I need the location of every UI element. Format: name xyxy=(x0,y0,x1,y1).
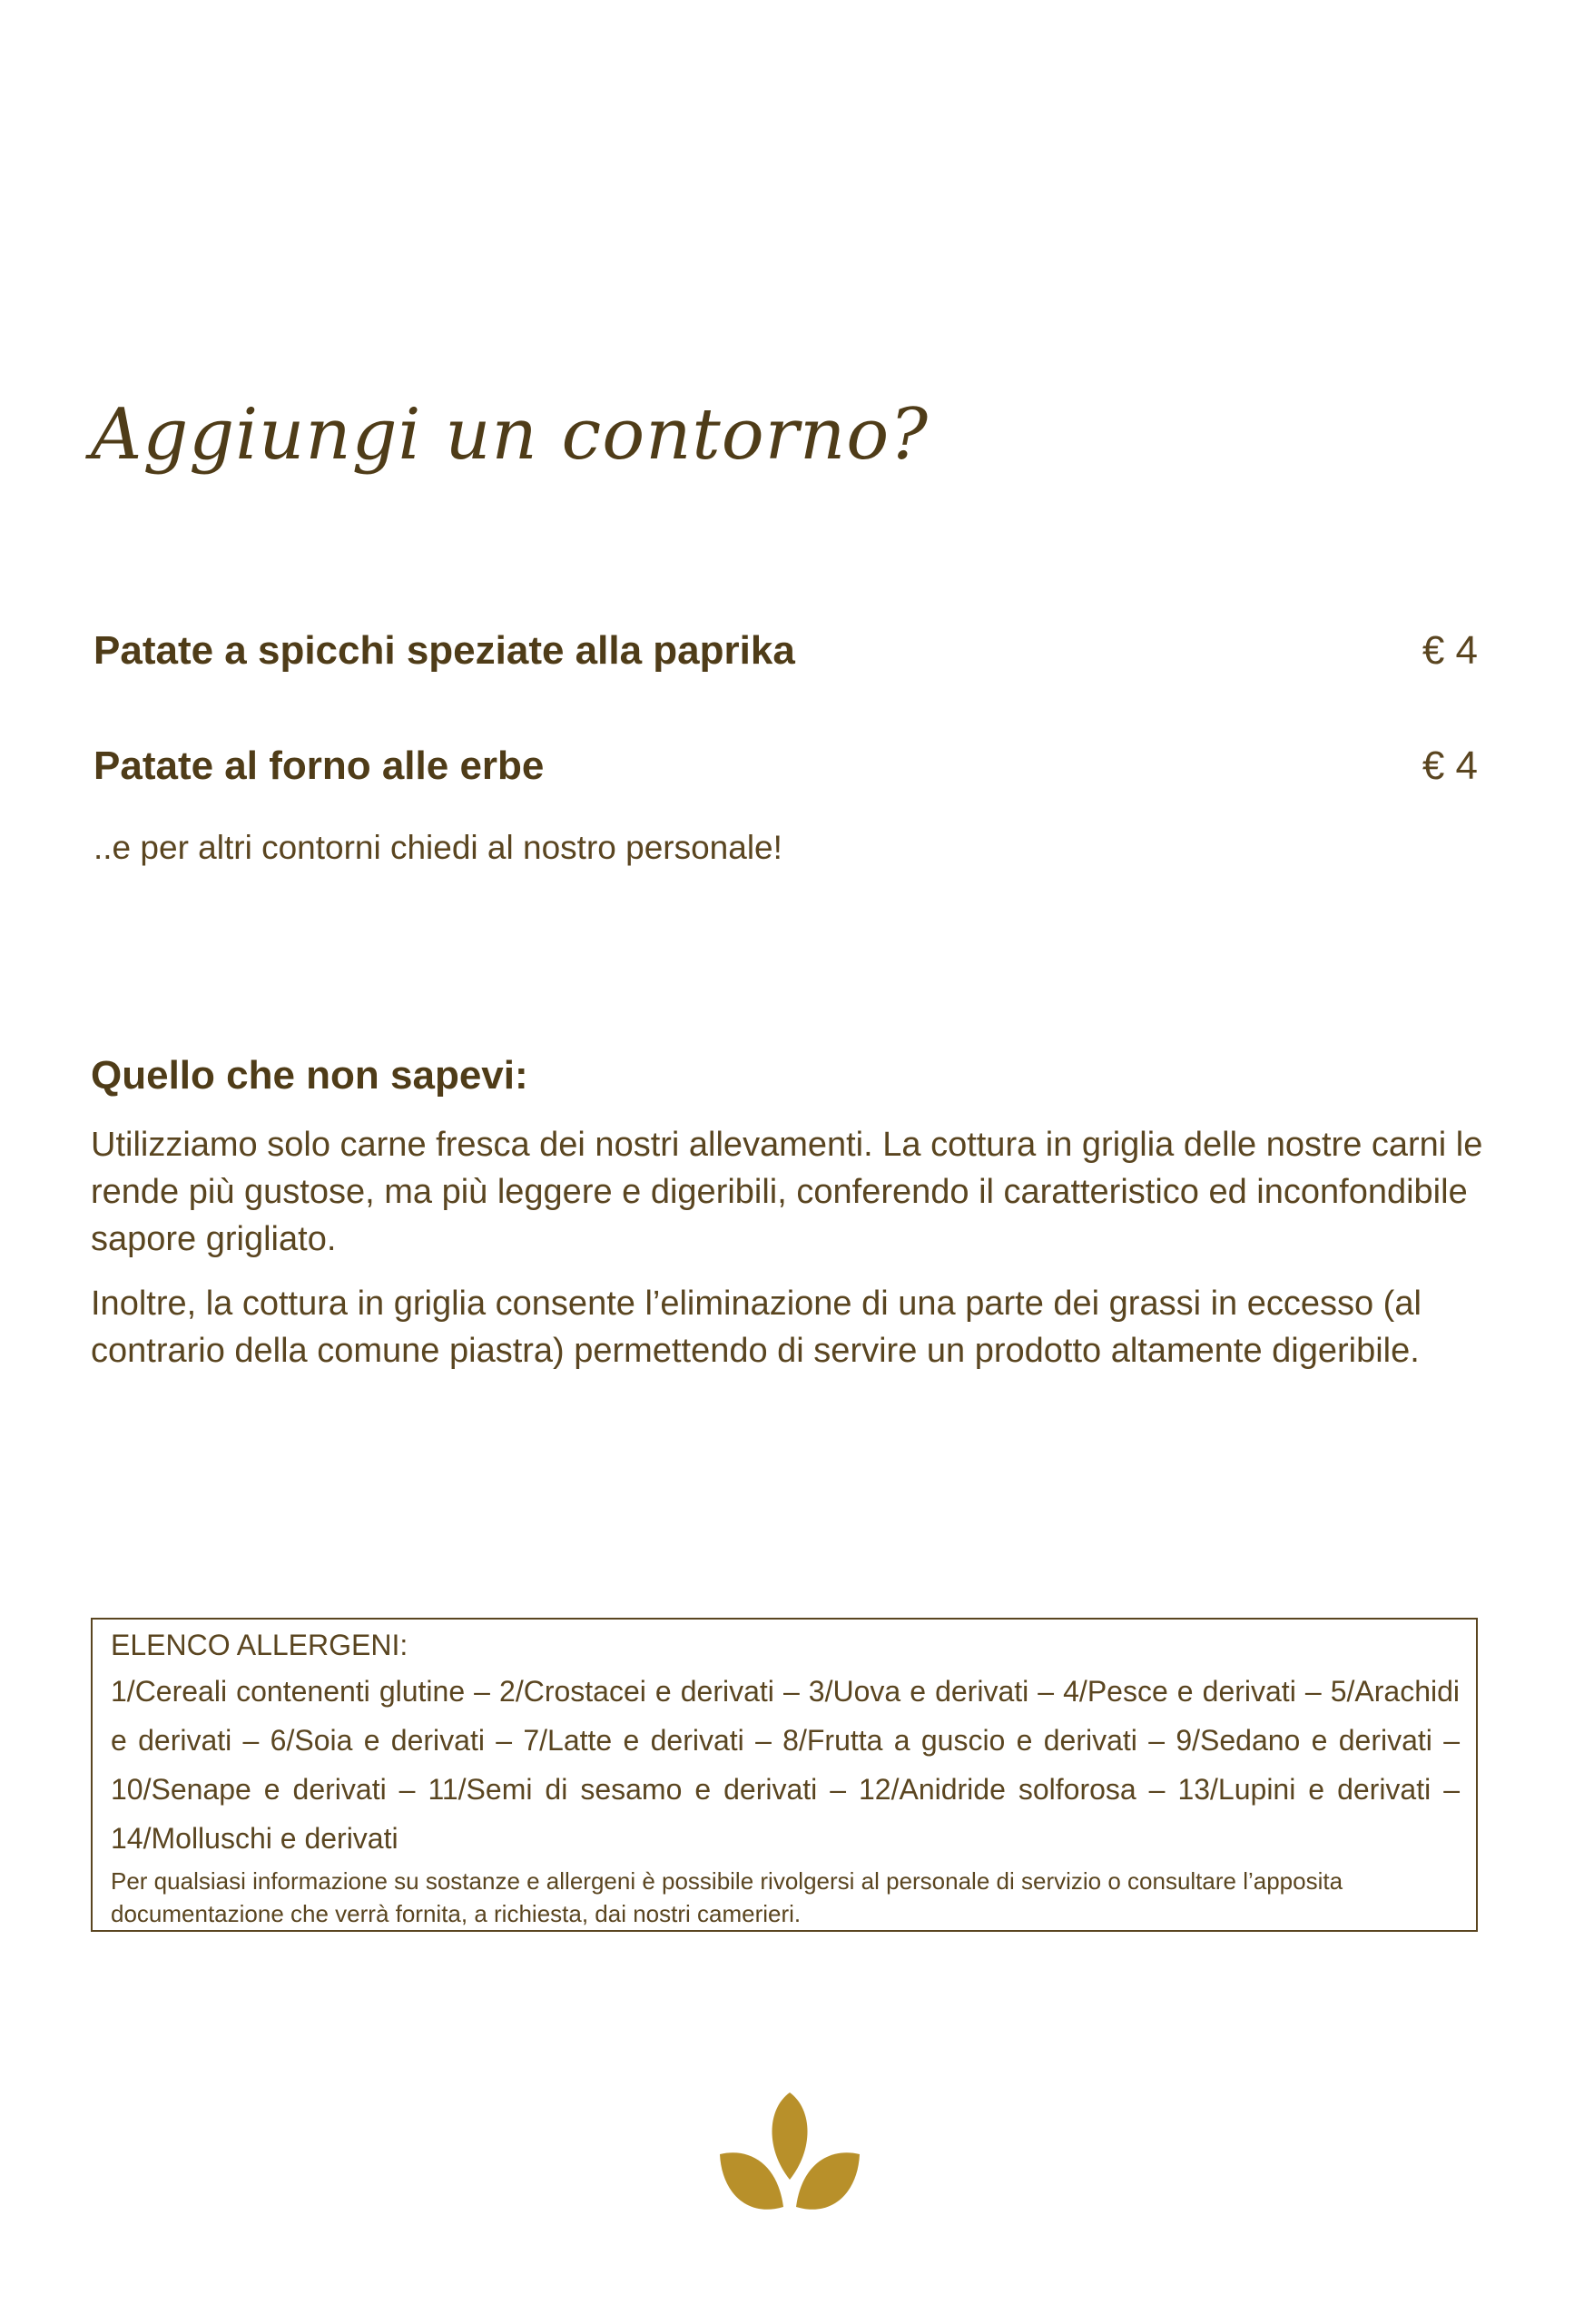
info-paragraph: Inoltre, la cottura in griglia consente l’eliminazione di una parte dei grassi in eccesso (al contrario della comune piastra) permettendo di servire un prodotto altamente digeribile. xyxy=(91,1285,1422,1370)
info-paragraph: Utilizziamo solo carne fresca dei nostri allevamenti. La cottura in griglia delle nostre carni le rende più gustose, ma più leggere e digeribili, conferendo il caratteristico ed inconfondibile sapore grigliato. xyxy=(91,1126,1483,1258)
menu-item-name: Patate a spicchi speziate alla paprika xyxy=(93,628,795,673)
menu-item-price: € 4 xyxy=(1422,628,1478,673)
allergen-title: ELENCO ALLERGENI: xyxy=(111,1629,408,1661)
side-dish-note: ..e per altri contorni chiedi al nostro personale! xyxy=(93,829,782,866)
logo-right-petal xyxy=(796,2152,860,2210)
leaf-logo-icon xyxy=(720,2093,860,2220)
logo-left-petal xyxy=(720,2152,783,2210)
menu-item-name: Patate al forno alle erbe xyxy=(93,743,545,788)
menu-item xyxy=(93,628,1478,673)
menu-item xyxy=(93,743,1478,788)
info-section-title: Quello che non sapevi: xyxy=(91,1053,528,1098)
page-title: Aggiungi un contorno? xyxy=(91,394,930,476)
logo-center-petal xyxy=(772,2093,807,2180)
menu-item-price: € 4 xyxy=(1422,743,1478,788)
allergen-list: 1/Cereali contenenti glutine – 2/Crostacei e derivati – 3/Uova e derivati – 4/Pesce e derivati – 5/Arachidi e derivati – 6/Soia e derivati – 7/Latte e derivati – 8/Frutta a guscio e derivati – 9/Sedano e derivati – 10/Senape e derivati – 11/Semi di sesamo e derivati – 12/Anidride solforosa – 13/Lupini e derivati – 14/Molluschi e derivati xyxy=(111,1675,1460,1855)
allergen-box xyxy=(91,1618,1478,1932)
allergen-footnote: Per qualsiasi informazione su sostanze e allergeni è possibile rivolgersi al personale di servizio o consultare l’apposita documentazione che verrà fornita, a richiesta, dai nostri camerieri. xyxy=(111,1867,1343,1927)
